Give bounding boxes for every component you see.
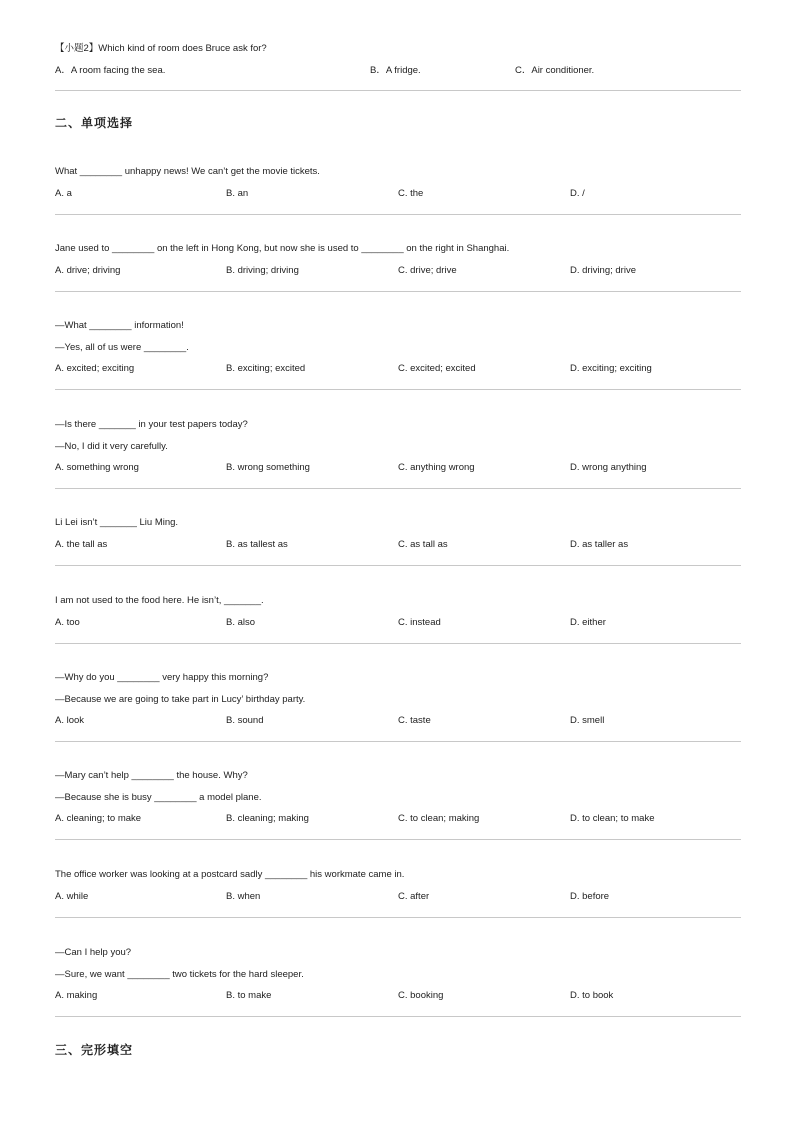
option-b: B. to make xyxy=(226,990,272,1001)
question-stem: The office worker was looking at a postcard sadly ________ his workmate came in. xyxy=(55,869,405,880)
option-b: B. cleaning; making xyxy=(226,813,309,824)
question-stem: I am not used to the food here. He isn’t, _______. xyxy=(55,595,264,606)
question-stem-line: —No, I did it very carefully. xyxy=(55,440,168,452)
option-c: C. after xyxy=(398,890,430,902)
option-c: C. taste xyxy=(398,715,431,726)
option-a: A. cleaning; to make xyxy=(55,813,142,824)
question-stem-line: —Sure, we want ________ two tickets for the hard sleeper. xyxy=(55,968,304,980)
option-c: C. drive; drive xyxy=(398,264,457,276)
divider xyxy=(55,643,741,644)
divider xyxy=(55,917,741,918)
option-d: D. before xyxy=(570,890,610,902)
question-stem: —Can I help you? xyxy=(55,947,132,958)
top-question xyxy=(55,43,741,83)
option-b: B. an xyxy=(226,187,249,199)
option-d: D. to book xyxy=(570,990,614,1001)
option-b: B. exciting; excited xyxy=(226,363,306,374)
option-c: C. as tall as xyxy=(398,538,448,550)
option-b: B. sound xyxy=(226,715,264,726)
divider xyxy=(55,389,741,390)
option-a: A. too xyxy=(55,616,80,628)
question-stem: —Mary can’t help ________ the house. Why? xyxy=(55,770,248,781)
option-c: C. to clean; making xyxy=(398,813,480,824)
option-d: D. to clean; to make xyxy=(570,813,655,824)
question-stem: Li Lei isn’t _______ Liu Ming. xyxy=(55,517,179,528)
question-stem: What ________ unhappy news! We can’t get the movie tickets. xyxy=(55,166,320,177)
option-a: A．A room facing the sea. xyxy=(55,65,166,76)
option-a: A. drive; driving xyxy=(55,264,121,276)
divider xyxy=(55,1016,741,1017)
option-b: B. driving; driving xyxy=(226,264,299,276)
option-d: D. smell xyxy=(570,715,605,726)
option-a: A. look xyxy=(55,715,85,726)
option-d: D. driving; drive xyxy=(570,264,636,276)
option-a: A. excited; exciting xyxy=(55,363,135,374)
option-c: C. booking xyxy=(398,990,444,1001)
question-stem-line: —Because she is busy ________ a model plane. xyxy=(55,791,262,803)
option-d: D. exciting; exciting xyxy=(570,363,652,374)
divider xyxy=(55,488,741,489)
option-a: A. making xyxy=(55,990,98,1001)
divider xyxy=(55,90,741,91)
question-stem: —Is there _______ in your test papers today? xyxy=(55,419,248,430)
question-stem: —What ________ information! xyxy=(55,320,184,331)
option-d: D. wrong anything xyxy=(570,462,647,473)
option-b: B. also xyxy=(226,616,256,628)
option-d: D. as taller as xyxy=(570,538,629,550)
option-a: A. while xyxy=(55,890,89,902)
divider xyxy=(55,214,741,215)
option-c: C．Air conditioner. xyxy=(515,65,595,76)
divider xyxy=(55,291,741,292)
question-stem: —Why do you ________ very happy this morning? xyxy=(55,672,269,683)
question-stem-line: —Yes, all of us were ________. xyxy=(55,341,189,353)
section-heading: 二、单项选择 xyxy=(55,116,134,130)
option-b: B. when xyxy=(226,890,261,902)
option-b: B．A fridge. xyxy=(370,65,421,76)
option-b: B. wrong something xyxy=(226,462,310,473)
divider xyxy=(55,839,741,840)
question-stem: Jane used to ________ on the left in Hong Kong, but now she is used to ________ on the right in Shanghai. xyxy=(55,243,510,254)
divider xyxy=(55,565,741,566)
option-d: D. / xyxy=(570,187,585,199)
option-a: A. something wrong xyxy=(55,462,139,473)
divider xyxy=(55,741,741,742)
option-d: D. either xyxy=(570,616,606,628)
option-c: C. anything wrong xyxy=(398,462,475,473)
option-c: C. excited; excited xyxy=(398,363,476,374)
question-stem-line: —Because we are going to take part in Lucy’ birthday party. xyxy=(55,693,306,705)
section-heading: 三、完形填空 xyxy=(55,1043,134,1057)
option-c: C. instead xyxy=(398,616,441,628)
option-b: B. as tallest as xyxy=(226,538,288,550)
option-a: A. the tall as xyxy=(55,538,108,550)
question-stem: 【小题2】Which kind of room does Bruce ask for? xyxy=(55,43,267,54)
option-c: C. the xyxy=(398,187,424,199)
option-a: A. a xyxy=(55,187,72,199)
